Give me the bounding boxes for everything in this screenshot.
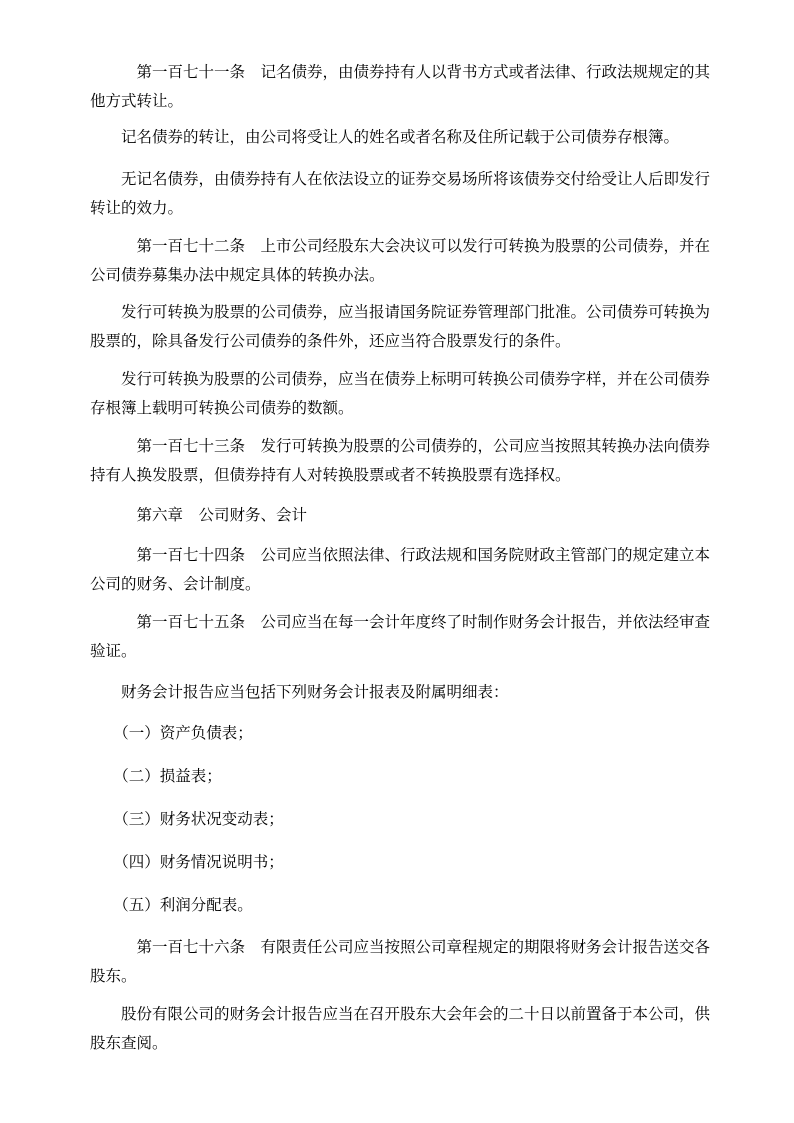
text-line: 第一百七十三条 发行可转换为股票的公司债券的，公司应当按照其转换办法向债券 (90, 437, 711, 455)
paragraph-registered-transfer (90, 123, 750, 152)
paragraph-art171 (90, 58, 750, 116)
list-item (90, 848, 750, 877)
text-line: 验证。 (90, 642, 137, 660)
chapter-heading (90, 501, 750, 530)
text-line: （四）财务情况说明书； (90, 853, 284, 871)
paragraph-joint-stock-report (90, 1000, 750, 1058)
text-line: （五）利润分配表。 (90, 896, 253, 914)
text-line: 股东查阅。 (90, 1034, 168, 1052)
text-line: 第一百七十六条 有限责任公司应当按照公司章程规定的期限将财务会计报告送交各 (90, 938, 711, 956)
text-line: 发行可转换为股票的公司债券，应当在债券上标明可转换公司债券字样，并在公司债券 (90, 370, 711, 388)
paragraph-art175 (90, 608, 750, 666)
text-line: 记名债券的转让，由公司将受让人的姓名或者名称及住所记载于公司债券存根簿。 (90, 128, 680, 146)
text-line: 第一百七十五条 公司应当在每一会计年度终了时制作财务会计报告，并依法经审查 (90, 613, 711, 631)
paragraph-convertible-approval (90, 298, 750, 356)
text-line: 持有人换发股票，但债券持有人对转换股票或者不转换股票有选择权。 (90, 466, 571, 484)
text-line: （三）财务状况变动表； (90, 810, 284, 828)
text-line: 存根簿上载明可转换公司债券的数额。 (90, 399, 354, 417)
text-line: 发行可转换为股票的公司债券，应当报请国务院证券管理部门批准。公司债券可转换为 (90, 303, 711, 321)
list-item (90, 805, 750, 834)
text-line: 他方式转让。 (90, 92, 184, 110)
paragraph-art174 (90, 541, 750, 599)
text-line: （一）资产负债表； (90, 724, 253, 742)
paragraph-art176 (90, 933, 750, 991)
text-line: 股东。 (90, 967, 137, 985)
text-line: 股份有限公司的财务会计报告应当在召开股东大会年会的二十日以前置备于本公司，供 (90, 1005, 711, 1023)
text-line: 财务会计报告应当包括下列财务会计报表及附属明细表： (90, 683, 509, 701)
paragraph-art173 (90, 432, 750, 490)
paragraph-art172 (90, 232, 750, 290)
list-item (90, 719, 750, 748)
text-line: 公司的财务、会计制度。 (90, 575, 261, 593)
text-line: 转让的效力。 (90, 199, 184, 217)
paragraph-bearer-bond (90, 165, 750, 223)
paragraph-convertible-marking (90, 365, 750, 423)
text-line: 股票的，除具备发行公司债券的条件外，还应当符合股票发行的条件。 (90, 332, 571, 350)
list-item (90, 891, 750, 920)
list-item (90, 762, 750, 791)
text-line: 公司债券募集办法中规定具体的转换办法。 (90, 266, 385, 284)
text-line: 第一百七十四条 公司应当依照法律、行政法规和国务院财政主管部门的规定建立本 (90, 546, 711, 564)
paragraph-report-contents (90, 678, 750, 707)
text-line: （二）损益表； (90, 767, 222, 785)
text-line: 第六章 公司财务、会计 (90, 506, 308, 524)
text-line: 第一百七十一条 记名债券，由债券持有人以背书方式或者法律、行政法规规定的其 (90, 63, 711, 81)
text-line: 第一百七十二条 上市公司经股东大会决议可以发行可转换为股票的公司债券，并在 (90, 237, 711, 255)
text-line: 无记名债券，由债券持有人在依法设立的证券交易场所将该债券交付给受让人后即发行 (90, 170, 711, 188)
